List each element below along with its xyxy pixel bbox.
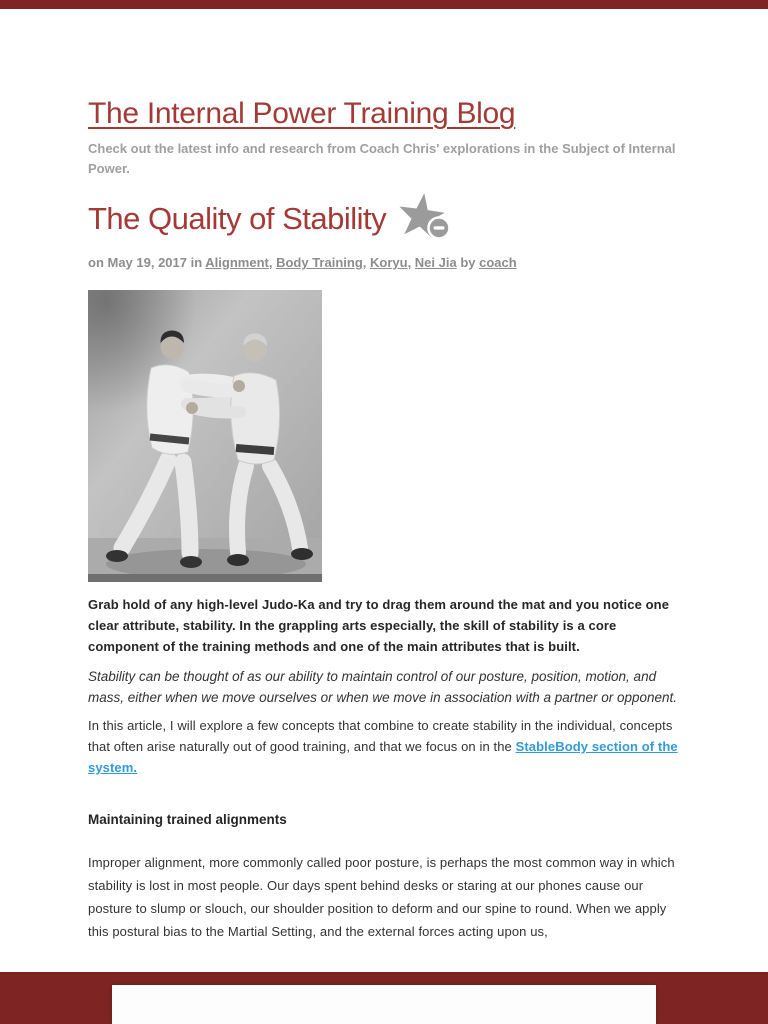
lead-paragraph — [88, 715, 688, 778]
post-title: The Quality of Stability — [88, 201, 387, 236]
next-page-top — [112, 985, 656, 1024]
category-link-alignment[interactable]: Alignment — [205, 255, 269, 270]
document-page — [88, 97, 688, 943]
category-link-nei-jia[interactable]: Nei Jia — [414, 255, 457, 270]
judo-article-photo — [88, 290, 322, 582]
alignment-paragraph: Improper alignment, more commonly called poor posture, is perhaps the most common way in which stability is lost in most people. Our days spent behind desks or staring at our phones cause our posture to slump or slouch, our shoulder position to deform and our spine to round. When we apply this postural bias to the Martial Setting, and the external forces acting upon us, — [88, 855, 675, 939]
category-link-body-training[interactable]: Body Training — [276, 255, 363, 270]
byline-separator: , — [407, 255, 415, 270]
post-header — [88, 201, 688, 249]
blog-tagline: Check out the latest info and research from Coach Chris' explorations in the Subject of Internal Power. — [88, 141, 676, 176]
intro-paragraph: Grab hold of any high-level Judo-Ka and try to drag them around the mat and you notice one clear attribute, stability. In the grappling arts especially, the skill of stability is a core component of the training methods and one of the main attributes that is built. — [88, 597, 670, 654]
byline-separator: , — [362, 255, 370, 270]
byline-text: on May 19, 2017 in — [88, 255, 206, 270]
lead-text: In this article, I will explore a few concepts that combine to create stability in the individual, concepts that often arise naturally out of good training, and that we focus on in the — [88, 718, 673, 754]
section-heading: Maintaining trained alignments — [88, 812, 287, 827]
viewer-top-bar — [0, 0, 768, 9]
author-link[interactable]: coach — [479, 255, 517, 270]
unfollow-star-icon[interactable] — [395, 192, 455, 249]
byline-separator: , — [268, 255, 277, 270]
category-link-koryu[interactable]: Koryu — [370, 255, 408, 270]
byline-text: by — [456, 255, 480, 270]
blog-title-link[interactable]: The Internal Power Training Blog — [88, 97, 516, 130]
stablebody-link[interactable]: StableBody section of the system. — [88, 739, 678, 775]
post-byline — [88, 255, 688, 271]
definition-paragraph: Stability can be thought of as our ability to maintain control of our posture, position, motion, and mass, either when we move ourselves or when we move in association with a partner or opponent. — [88, 669, 678, 705]
viewer-bottom-band — [0, 972, 768, 1024]
